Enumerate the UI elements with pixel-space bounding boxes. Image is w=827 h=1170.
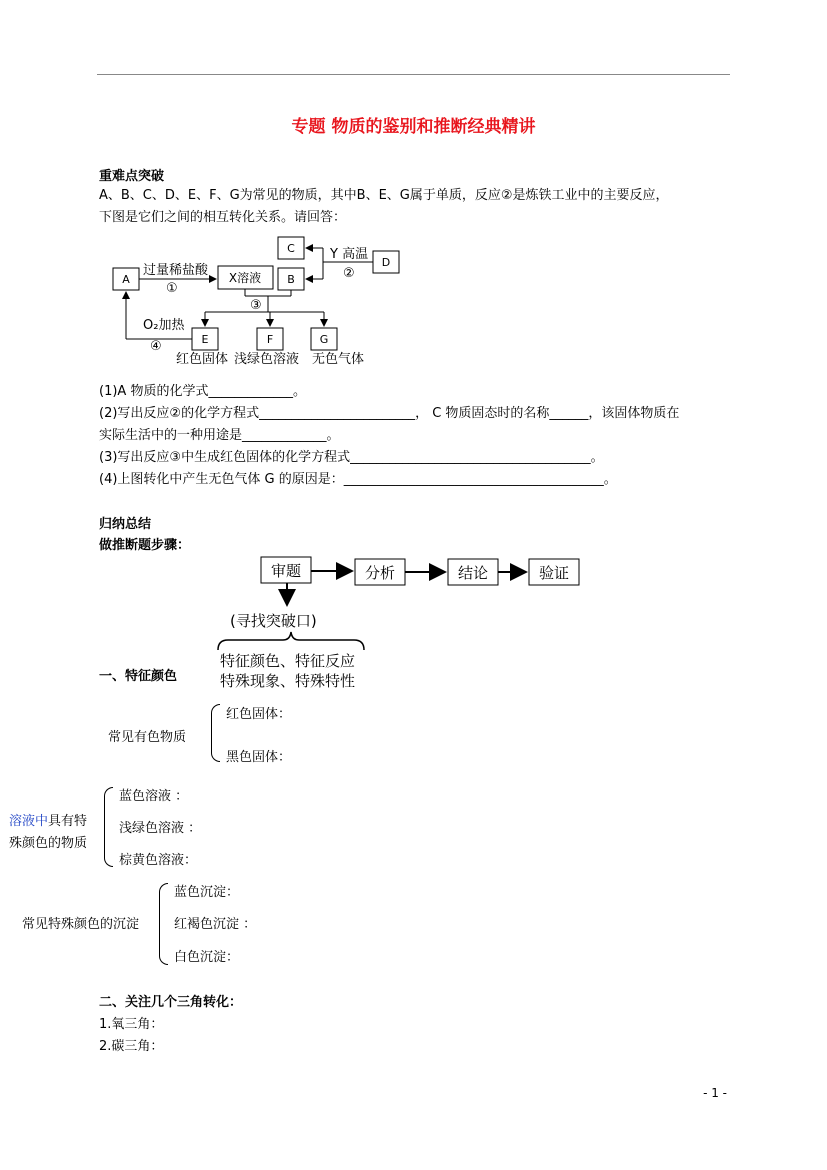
flow-brace	[218, 632, 364, 650]
red-brown-precipitate: 红褐色沉淀 ：	[174, 917, 257, 932]
solutions-label-highlight: 溶液中	[9, 814, 49, 829]
box-g-label: G	[319, 333, 329, 346]
caption-e: 红色固体	[176, 352, 229, 367]
brace-solutions	[104, 787, 113, 867]
solutions-label-line-1	[9, 810, 87, 829]
label-reaction-4: ④	[150, 339, 162, 354]
flow-step-1: 审题	[270, 562, 302, 580]
oxygen-triangle: 1.氧三角：	[99, 1017, 164, 1032]
yellow-brown-solution: 棕黄色溶液：	[119, 853, 198, 868]
solutions-label-line-2: 殊颜色的物质	[9, 836, 88, 851]
box-d-label: D	[381, 256, 391, 269]
section-heading-summary: 归纳总结	[99, 517, 152, 532]
box-f-label: F	[266, 333, 274, 346]
solutions-label-rest: 具有特	[48, 814, 88, 829]
label-acid: 过量稀盐酸	[143, 263, 209, 278]
label-reaction-3: ③	[250, 298, 262, 313]
question-2-line-1: (2)写出反应②的化学方程式________________________， C 物质固态时的名称______，该固体物质在	[99, 406, 680, 421]
label-reaction-2: ②	[343, 266, 355, 281]
white-precipitate: 白色沉淀：	[174, 950, 240, 965]
box-b-label: B	[287, 273, 295, 286]
page-number: - 1 -	[703, 1086, 727, 1100]
section-heading-colors: 一、特征颜色	[99, 669, 178, 684]
box-a-label: A	[122, 273, 130, 286]
question-4: (4)上图转化中产生无色气体 G 的原因是：________________________________________。	[99, 472, 617, 487]
blue-precipitate: 蓝色沉淀：	[174, 885, 240, 900]
light-green-solution: 浅绿色溶液 ：	[119, 821, 202, 836]
intro-line-2: 下图是它们之间的相互转化关系。请回答：	[99, 210, 347, 225]
section-heading-triangles: 二、关注几个三角转化：	[99, 995, 243, 1010]
box-c-label: C	[287, 242, 295, 255]
brace-colored	[211, 704, 220, 762]
question-1: (1)A 物质的化学式_____________。	[99, 384, 306, 399]
brace-precipitates	[159, 883, 168, 965]
red-solid: 红色固体：	[226, 707, 292, 722]
label-y-high-temp: Y 高温	[330, 247, 369, 262]
document-title: 专题 物质的鉴别和推断经典精讲	[291, 117, 536, 137]
precipitates-label: 常见特殊颜色的沉淀	[22, 917, 140, 932]
label-reaction-1: ①	[166, 281, 178, 296]
steps-subheading: 做推断题步骤：	[99, 538, 191, 553]
label-o2-heat: O₂加热	[143, 318, 185, 333]
section-heading-key-points: 重难点突破	[99, 169, 165, 184]
black-solid: 黑色固体：	[226, 750, 292, 765]
flow-step-4: 验证	[538, 564, 570, 582]
box-e-label: E	[201, 333, 209, 346]
colored-substances-label: 常见有色物质	[108, 730, 187, 745]
flow-detail-line-2: 特殊现象、特殊特性	[220, 672, 356, 690]
carbon-triangle: 2.碳三角：	[99, 1039, 164, 1054]
box-x-label: X溶液	[228, 271, 262, 285]
question-3: (3)写出反应③中生成红色固体的化学方程式_____________________________________。	[99, 450, 604, 465]
caption-f: 浅绿色溶液	[234, 352, 300, 367]
flow-find-breakthrough: (寻找突破口)	[230, 612, 317, 630]
flow-detail-line-1: 特征颜色、特征反应	[220, 652, 356, 670]
blue-solution: 蓝色溶液 ：	[119, 789, 189, 804]
caption-g: 无色气体	[312, 352, 365, 367]
flow-step-2: 分析	[364, 564, 396, 582]
flow-step-3: 结论	[457, 564, 489, 582]
intro-line-1: A、B、C、D、E、F、G为常见的物质，其中B、E、G属于单质，反应②是炼铁工业中的主要反应，	[99, 188, 669, 203]
question-2-line-2: 实际生活中的一种用途是_____________。	[99, 428, 340, 443]
